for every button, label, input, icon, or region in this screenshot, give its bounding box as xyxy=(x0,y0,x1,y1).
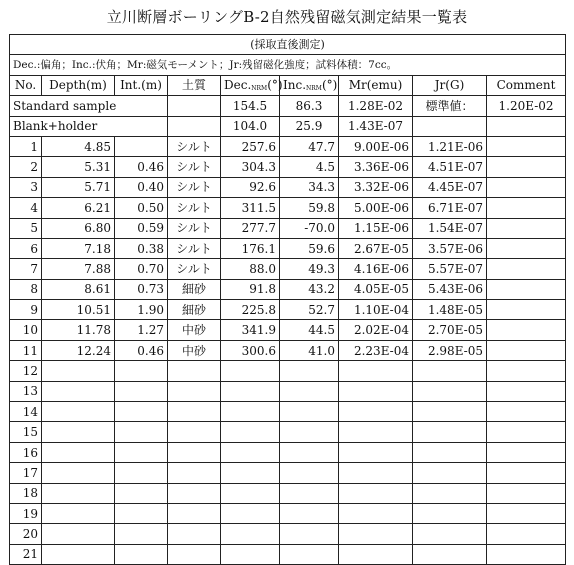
cell-jr xyxy=(413,442,487,462)
cell-mr xyxy=(339,483,413,503)
blank-comment xyxy=(487,116,566,136)
cell-interval xyxy=(115,463,168,483)
cell-no: 21 xyxy=(10,544,42,564)
cell-interval: 0.40 xyxy=(115,177,168,197)
table-row xyxy=(10,442,566,462)
table-row xyxy=(10,218,566,238)
cell-jr: 5.43E-06 xyxy=(413,279,487,299)
cell-jr: 1.48E-05 xyxy=(413,300,487,320)
cell-no: 13 xyxy=(10,381,42,401)
cell-interval xyxy=(115,503,168,523)
cell-interval: 1.90 xyxy=(115,300,168,320)
cell-dec: 304.3 xyxy=(221,157,280,177)
cell-depth xyxy=(42,422,115,442)
cell-dec xyxy=(221,381,280,401)
cell-depth xyxy=(42,544,115,564)
cell-jr: 1.54E-07 xyxy=(413,218,487,238)
cell-mr xyxy=(339,463,413,483)
cell-dec: 91.8 xyxy=(221,279,280,299)
cell-soil: シルト xyxy=(168,136,221,156)
header-comment: Comment xyxy=(487,75,566,95)
cell-comment xyxy=(487,259,566,279)
cell-inc xyxy=(280,381,339,401)
table-row xyxy=(10,300,566,320)
cell-soil: シルト xyxy=(168,198,221,218)
cell-depth xyxy=(42,402,115,422)
cell-depth xyxy=(42,361,115,381)
cell-jr xyxy=(413,544,487,564)
cell-comment xyxy=(487,544,566,564)
header-dec-unit: (°) xyxy=(267,77,283,92)
cell-comment xyxy=(487,198,566,218)
cell-no: 9 xyxy=(10,300,42,320)
cell-depth: 6.80 xyxy=(42,218,115,238)
blank-label: Blank+holder xyxy=(10,116,168,136)
header-depth: Depth(m) xyxy=(42,75,115,95)
cell-dec xyxy=(221,503,280,523)
cell-jr xyxy=(413,381,487,401)
cell-inc: 59.6 xyxy=(280,238,339,258)
cell-no: 2 xyxy=(10,157,42,177)
cell-inc xyxy=(280,442,339,462)
cell-inc: 34.3 xyxy=(280,177,339,197)
cell-interval xyxy=(115,402,168,422)
header-dec-subscript: NRM xyxy=(251,84,268,92)
cell-depth xyxy=(42,463,115,483)
table-row xyxy=(10,157,566,177)
cell-comment xyxy=(487,238,566,258)
cell-soil xyxy=(168,402,221,422)
cell-soil: シルト xyxy=(168,157,221,177)
header-inc xyxy=(280,75,339,95)
cell-soil: 中砂 xyxy=(168,320,221,340)
cell-interval xyxy=(115,136,168,156)
cell-interval xyxy=(115,381,168,401)
cell-comment xyxy=(487,279,566,299)
cell-jr: 4.51E-07 xyxy=(413,157,487,177)
cell-jr: 3.57E-06 xyxy=(413,238,487,258)
blank-soil xyxy=(168,116,221,136)
cell-dec: 176.1 xyxy=(221,238,280,258)
header-inc-label: Inc. xyxy=(283,77,307,92)
cell-inc: 4.5 xyxy=(280,157,339,177)
cell-no: 1 xyxy=(10,136,42,156)
cell-mr xyxy=(339,361,413,381)
blank-jr xyxy=(413,116,487,136)
cell-soil: 細砂 xyxy=(168,300,221,320)
cell-inc xyxy=(280,422,339,442)
cell-inc: 43.2 xyxy=(280,279,339,299)
cell-jr xyxy=(413,402,487,422)
cell-no: 15 xyxy=(10,422,42,442)
table-row xyxy=(10,279,566,299)
cell-interval: 0.38 xyxy=(115,238,168,258)
standard-comment: 1.20E-02 xyxy=(487,96,566,116)
table-row xyxy=(10,198,566,218)
cell-inc xyxy=(280,361,339,381)
cell-inc: -70.0 xyxy=(280,218,339,238)
cell-depth: 11.78 xyxy=(42,320,115,340)
cell-mr xyxy=(339,381,413,401)
cell-dec: 311.5 xyxy=(221,198,280,218)
cell-depth: 7.18 xyxy=(42,238,115,258)
cell-depth: 5.71 xyxy=(42,177,115,197)
cell-inc: 49.3 xyxy=(280,259,339,279)
cell-dec: 277.7 xyxy=(221,218,280,238)
cell-comment xyxy=(487,442,566,462)
cell-no: 18 xyxy=(10,483,42,503)
cell-comment xyxy=(487,300,566,320)
cell-mr: 2.02E-04 xyxy=(339,320,413,340)
cell-dec xyxy=(221,483,280,503)
cell-inc: 44.5 xyxy=(280,320,339,340)
cell-comment xyxy=(487,483,566,503)
cell-no: 4 xyxy=(10,198,42,218)
cell-depth xyxy=(42,442,115,462)
cell-mr: 1.15E-06 xyxy=(339,218,413,238)
cell-soil: 中砂 xyxy=(168,340,221,360)
blank-dec: 104.0 xyxy=(221,116,280,136)
table-row xyxy=(10,544,566,564)
cell-depth: 10.51 xyxy=(42,300,115,320)
cell-mr: 5.00E-06 xyxy=(339,198,413,218)
standard-soil xyxy=(168,96,221,116)
header-dec-label: Dec. xyxy=(224,77,252,92)
header-no: No. xyxy=(10,75,42,95)
cell-inc xyxy=(280,524,339,544)
cell-jr xyxy=(413,361,487,381)
cell-comment xyxy=(487,463,566,483)
cell-dec: 257.6 xyxy=(221,136,280,156)
cell-comment xyxy=(487,157,566,177)
cell-comment xyxy=(487,524,566,544)
cell-depth xyxy=(42,381,115,401)
header-row xyxy=(10,75,566,95)
cell-dec: 88.0 xyxy=(221,259,280,279)
cell-jr: 4.45E-07 xyxy=(413,177,487,197)
cell-mr xyxy=(339,442,413,462)
cell-soil xyxy=(168,381,221,401)
subtitle: (採取直後測定) xyxy=(10,35,566,55)
cell-comment xyxy=(487,218,566,238)
standard-jr: 標準値： xyxy=(413,96,487,116)
cell-comment xyxy=(487,320,566,340)
cell-mr xyxy=(339,524,413,544)
cell-jr xyxy=(413,422,487,442)
cell-depth: 8.61 xyxy=(42,279,115,299)
cell-comment xyxy=(487,503,566,523)
cell-interval xyxy=(115,442,168,462)
cell-comment xyxy=(487,381,566,401)
header-mr: Mr(emu) xyxy=(339,75,413,95)
cell-dec: 341.9 xyxy=(221,320,280,340)
blank-row xyxy=(10,116,566,136)
cell-inc: 52.7 xyxy=(280,300,339,320)
cell-soil xyxy=(168,463,221,483)
cell-inc: 41.0 xyxy=(280,340,339,360)
cell-dec xyxy=(221,442,280,462)
header-soil: 土質 xyxy=(168,75,221,95)
cell-mr xyxy=(339,503,413,523)
legend: Dec.:偏角；Inc.:伏角；Mr:磁気モーメント；Jr:残留磁化強度；試料体積：7cc。 xyxy=(10,55,566,75)
cell-comment xyxy=(487,340,566,360)
cell-jr xyxy=(413,503,487,523)
cell-soil xyxy=(168,422,221,442)
cell-comment xyxy=(487,402,566,422)
cell-comment xyxy=(487,422,566,442)
header-interval: Int.(m) xyxy=(115,75,168,95)
table-row xyxy=(10,177,566,197)
cell-jr: 2.70E-05 xyxy=(413,320,487,340)
cell-depth: 4.85 xyxy=(42,136,115,156)
cell-inc: 59.8 xyxy=(280,198,339,218)
cell-mr: 3.32E-06 xyxy=(339,177,413,197)
legend-row xyxy=(10,55,566,75)
cell-mr: 4.05E-05 xyxy=(339,279,413,299)
header-inc-subscript: NRM xyxy=(306,84,322,92)
cell-no: 6 xyxy=(10,238,42,258)
cell-depth: 7.88 xyxy=(42,259,115,279)
cell-no: 8 xyxy=(10,279,42,299)
cell-soil xyxy=(168,503,221,523)
blank-inc: 25.9 xyxy=(280,116,339,136)
cell-depth xyxy=(42,524,115,544)
cell-inc xyxy=(280,402,339,422)
cell-soil xyxy=(168,442,221,462)
cell-inc xyxy=(280,503,339,523)
cell-mr: 9.00E-06 xyxy=(339,136,413,156)
cell-jr: 6.71E-07 xyxy=(413,198,487,218)
table-row xyxy=(10,136,566,156)
cell-jr: 1.21E-06 xyxy=(413,136,487,156)
cell-no: 17 xyxy=(10,463,42,483)
cell-no: 19 xyxy=(10,503,42,523)
header-inc-unit: (°) xyxy=(321,77,338,92)
cell-no: 7 xyxy=(10,259,42,279)
cell-depth: 6.21 xyxy=(42,198,115,218)
cell-soil xyxy=(168,544,221,564)
cell-no: 16 xyxy=(10,442,42,462)
cell-mr: 1.10E-04 xyxy=(339,300,413,320)
cell-no: 3 xyxy=(10,177,42,197)
cell-dec: 300.6 xyxy=(221,340,280,360)
cell-soil: シルト xyxy=(168,177,221,197)
cell-interval: 0.46 xyxy=(115,157,168,177)
header-jr: Jr(G) xyxy=(413,75,487,95)
table-row xyxy=(10,524,566,544)
cell-jr xyxy=(413,463,487,483)
standard-inc: 86.3 xyxy=(280,96,339,116)
cell-inc xyxy=(280,483,339,503)
cell-mr xyxy=(339,544,413,564)
cell-inc xyxy=(280,544,339,564)
cell-interval xyxy=(115,524,168,544)
cell-dec xyxy=(221,422,280,442)
table-row xyxy=(10,483,566,503)
cell-no: 12 xyxy=(10,361,42,381)
cell-soil xyxy=(168,524,221,544)
table-row xyxy=(10,259,566,279)
cell-depth: 5.31 xyxy=(42,157,115,177)
standard-mr: 1.28E-02 xyxy=(339,96,413,116)
standard-row xyxy=(10,96,566,116)
table-row xyxy=(10,503,566,523)
header-dec xyxy=(221,75,283,95)
table-row xyxy=(10,422,566,442)
table-row xyxy=(10,320,566,340)
table-row xyxy=(10,238,566,258)
cell-soil: 細砂 xyxy=(168,279,221,299)
cell-jr xyxy=(413,483,487,503)
table-row xyxy=(10,463,566,483)
table-row xyxy=(10,361,566,381)
cell-jr: 5.57E-07 xyxy=(413,259,487,279)
cell-interval: 0.73 xyxy=(115,279,168,299)
cell-dec xyxy=(221,402,280,422)
cell-interval: 0.50 xyxy=(115,198,168,218)
cell-depth: 12.24 xyxy=(42,340,115,360)
cell-mr: 2.23E-04 xyxy=(339,340,413,360)
cell-dec xyxy=(221,544,280,564)
cell-dec xyxy=(221,361,280,381)
cell-mr xyxy=(339,422,413,442)
cell-mr: 3.36E-06 xyxy=(339,157,413,177)
cell-interval xyxy=(115,483,168,503)
cell-dec: 225.8 xyxy=(221,300,280,320)
cell-interval: 1.27 xyxy=(115,320,168,340)
cell-interval: 0.59 xyxy=(115,218,168,238)
cell-no: 10 xyxy=(10,320,42,340)
standard-label: Standard sample xyxy=(10,96,168,116)
cell-no: 20 xyxy=(10,524,42,544)
cell-dec xyxy=(221,524,280,544)
cell-comment xyxy=(487,136,566,156)
cell-interval xyxy=(115,361,168,381)
cell-soil xyxy=(168,361,221,381)
cell-jr xyxy=(413,524,487,544)
cell-interval xyxy=(115,422,168,442)
cell-comment xyxy=(487,177,566,197)
cell-depth xyxy=(42,483,115,503)
results-table xyxy=(9,34,566,565)
cell-inc: 47.7 xyxy=(280,136,339,156)
standard-dec: 154.5 xyxy=(221,96,280,116)
cell-mr xyxy=(339,402,413,422)
cell-mr: 2.67E-05 xyxy=(339,238,413,258)
table-row xyxy=(10,402,566,422)
cell-no: 14 xyxy=(10,402,42,422)
cell-mr: 4.16E-06 xyxy=(339,259,413,279)
cell-interval: 0.70 xyxy=(115,259,168,279)
cell-inc xyxy=(280,463,339,483)
subtitle-row xyxy=(10,35,566,55)
cell-soil: シルト xyxy=(168,259,221,279)
cell-no: 11 xyxy=(10,340,42,360)
blank-mr: 1.43E-07 xyxy=(339,116,413,136)
document-title: 立川断層ボーリングB-2自然残留磁気測定結果一覧表 xyxy=(106,8,468,26)
table-row xyxy=(10,340,566,360)
cell-depth xyxy=(42,503,115,523)
cell-dec: 92.6 xyxy=(221,177,280,197)
cell-no: 5 xyxy=(10,218,42,238)
cell-soil: シルト xyxy=(168,238,221,258)
cell-soil xyxy=(168,483,221,503)
cell-soil: シルト xyxy=(168,218,221,238)
cell-dec xyxy=(221,463,280,483)
cell-comment xyxy=(487,361,566,381)
cell-interval: 0.46 xyxy=(115,340,168,360)
table-row xyxy=(10,381,566,401)
cell-jr: 2.98E-05 xyxy=(413,340,487,360)
cell-interval xyxy=(115,544,168,564)
